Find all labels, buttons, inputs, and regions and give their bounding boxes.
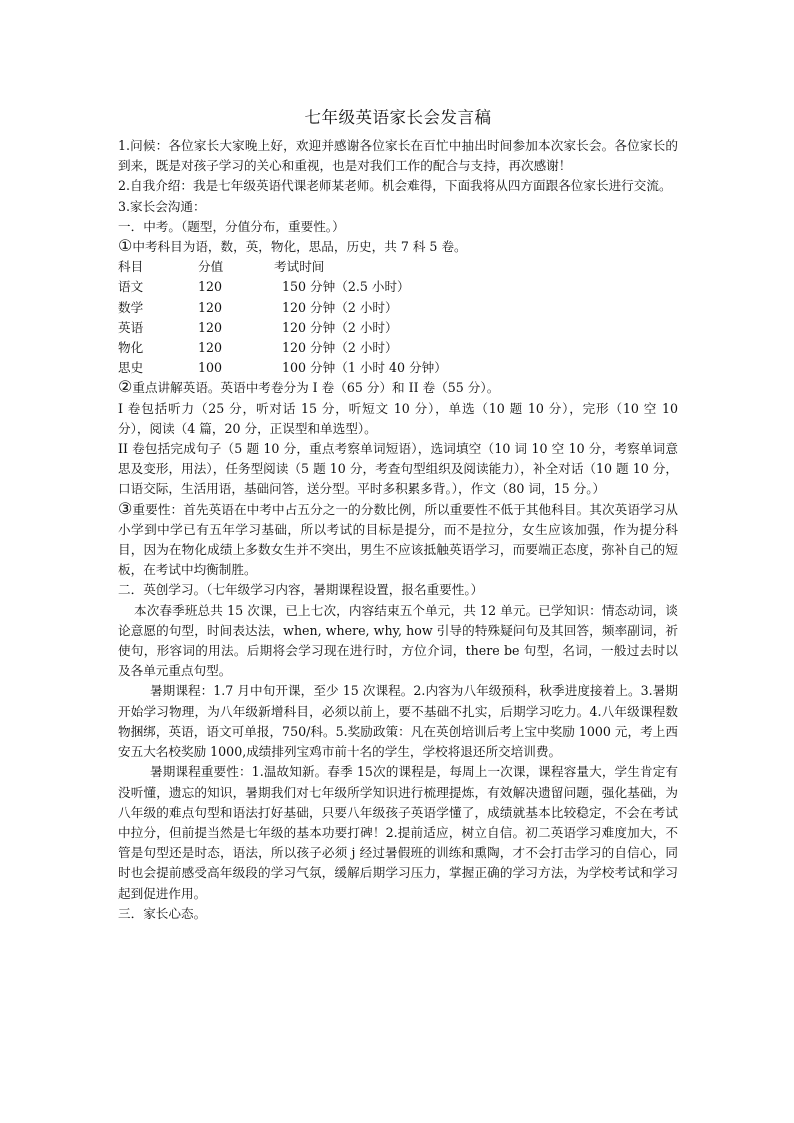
spring-class-paragraph: 本次春季班总共 15 次课，已上七次，内容结束五个单元，共 12 单元。已学知识：情态动词，谈论意愿的句型，时间表达法，when, where, why, how 引导的特殊疑问句及其回答，频率副词，祈使句，形容词的用法。后期将会学习现在进行时，方位介词，there be 句型，名词，一般过去时以及各单元重点句型。 xyxy=(118,602,678,679)
section-2-heading: 二．英创学习。（七年级学习内容，暑期课程设置，报名重要性。） xyxy=(118,582,484,598)
english-focus-text: 重点讲解英语。英语中考卷分为 I 卷（65 分）和 II 卷（55 分）。 xyxy=(132,380,500,396)
circled-number-3: ③ xyxy=(118,498,133,518)
section-1-heading: 一．中考。（题型，分值分布，重要性。） xyxy=(118,218,345,234)
exam-subjects-paragraph xyxy=(118,237,678,257)
exam-subjects-text: 中考科目为语，数，英，物化，思品，历史，共 7 科 5 卷。 xyxy=(132,239,467,255)
summer-course-paragraph: 暑期课程：1.7 月中旬开课，至少 15 次课程。2.内容为八年级预科，秋季进度接着上。3.暑期开始学习物理，为八年级新增科目，必须以前上，要不基础不扎实，后期学习吃力。4.八年级课程数物捆绑，英语，语文可单报，750/科。5.奖励政策：凡在英创培训后考上宝中奖励 1000 元，考上西安五大名校奖励 1000,成绩排列宝鸡市前十名的学生，学校将退还所交培训费。 xyxy=(118,683,678,760)
importance-paragraph xyxy=(118,500,678,581)
table-cell: 100 xyxy=(198,360,223,376)
table-cell: 英语 xyxy=(118,319,144,335)
table-cell: 物化 xyxy=(118,340,144,356)
table-cell: 120 xyxy=(198,319,223,335)
self-intro-paragraph: 2.自我介绍：我是七年级英语代课老师某老师。机会难得，下面我将从四方面跟各位家长进行交流。 xyxy=(118,178,672,194)
table-cell: 100 分钟（1 小时 40 分钟） xyxy=(282,360,447,376)
paper-2-paragraph: II 卷包括完成句子（5 题 10 分，重点考察单词短语），选词填空（10 词 10 空 10 分，考察单词意思及变形，用法），任务型阅读（5 题 10 分，考查句型组织及阅读能力），补全对话（10 题 10 分，口语交际，生活用语，基础问答，送分型。平时多积累多背。），作文（80 词，15 分。） xyxy=(118,441,678,497)
table-header: 分值 xyxy=(198,259,224,275)
subject-table xyxy=(118,257,474,378)
table-cell: 120 分钟（2 小时） xyxy=(282,319,398,335)
table-cell: 120 xyxy=(198,299,223,315)
table-cell: 120 xyxy=(198,340,223,356)
document-title: 七年级英语家长会发言稿 xyxy=(304,108,492,127)
circled-number-1: ① xyxy=(118,236,133,256)
table-cell: 150 分钟（2.5 小时） xyxy=(282,279,410,295)
table-row xyxy=(118,358,474,378)
table-cell: 数学 xyxy=(118,299,144,315)
importance-text: 重要性：首先英语在中考中占五分之一的分数比例，所以重要性不低于其他科目。其次英语学习从小学到中学已有五年学习基础，所以考试的目标是提分，而不是拉分，女生应该加强，作为提分科目，因为在物化成绩上多数女生并不突出，男生不应该抵触英语学习，而要端正态度，弥补自己的短板，在考试中均衡制胜。 xyxy=(118,501,679,578)
table-cell: 120 xyxy=(198,279,223,295)
table-cell: 120 分钟（2 小时） xyxy=(282,299,398,315)
section-3-heading: 三．家长心态。 xyxy=(118,905,207,921)
table-row xyxy=(118,318,474,338)
paper-1-paragraph: I 卷包括听力（25 分，听对话 15 分，听短文 10 分），单选（10 题 10 分），完形（10 空 10 分），阅读（4 篇，20 分，正误型和单选型）。 xyxy=(118,400,678,436)
table-cell: 语文 xyxy=(118,279,144,295)
greeting-paragraph: 1.问候：各位家长大家晚上好，欢迎并感谢各位家长在百忙中抽出时间参加本次家长会。各位家长的到来，既是对孩子学习的关心和重视，也是对我们工作的配合与支持，再次感谢！ xyxy=(118,138,678,174)
table-header-row xyxy=(118,257,474,277)
table-cell: 思史 xyxy=(118,360,144,376)
document-page xyxy=(118,104,678,924)
communication-heading: 3.家长会沟通： xyxy=(118,198,206,214)
table-row xyxy=(118,338,474,358)
table-header: 考试时间 xyxy=(274,259,325,275)
circled-number-2: ② xyxy=(118,377,133,397)
english-focus-paragraph xyxy=(118,378,678,398)
summer-importance-paragraph: 暑期课程重要性：1.温故知新。春季 15次的课程是，每周上一次课，课程容量大，学生肯定有没听懂，遗忘的知识，暑期我们对七年级所学知识进行梳理提炼，有效解决遗留问题，强化基础，为八年级的难点句型和语法打好基础，只要八年级孩子英语学懂了，成绩就基本比较稳定，不会在考试中拉分，但前提当然是七年级的基本功要打碑！2.提前适应，树立自信。初二英语学习难度加大，不管是句型还是时态，语法，所以孩子必须 j 经过暑假班的训练和熏陶，才不会打击学习的自信心，同时也会提前感受高年级段的学习气氛，缓解后期学习压力，掌握正确的学习方法，为学校考试和学习起到促进作用。 xyxy=(118,764,678,901)
table-cell: 120 分钟（2 小时） xyxy=(282,340,398,356)
table-row xyxy=(118,298,474,318)
table-row xyxy=(118,277,474,297)
table-header: 科目 xyxy=(118,259,144,275)
